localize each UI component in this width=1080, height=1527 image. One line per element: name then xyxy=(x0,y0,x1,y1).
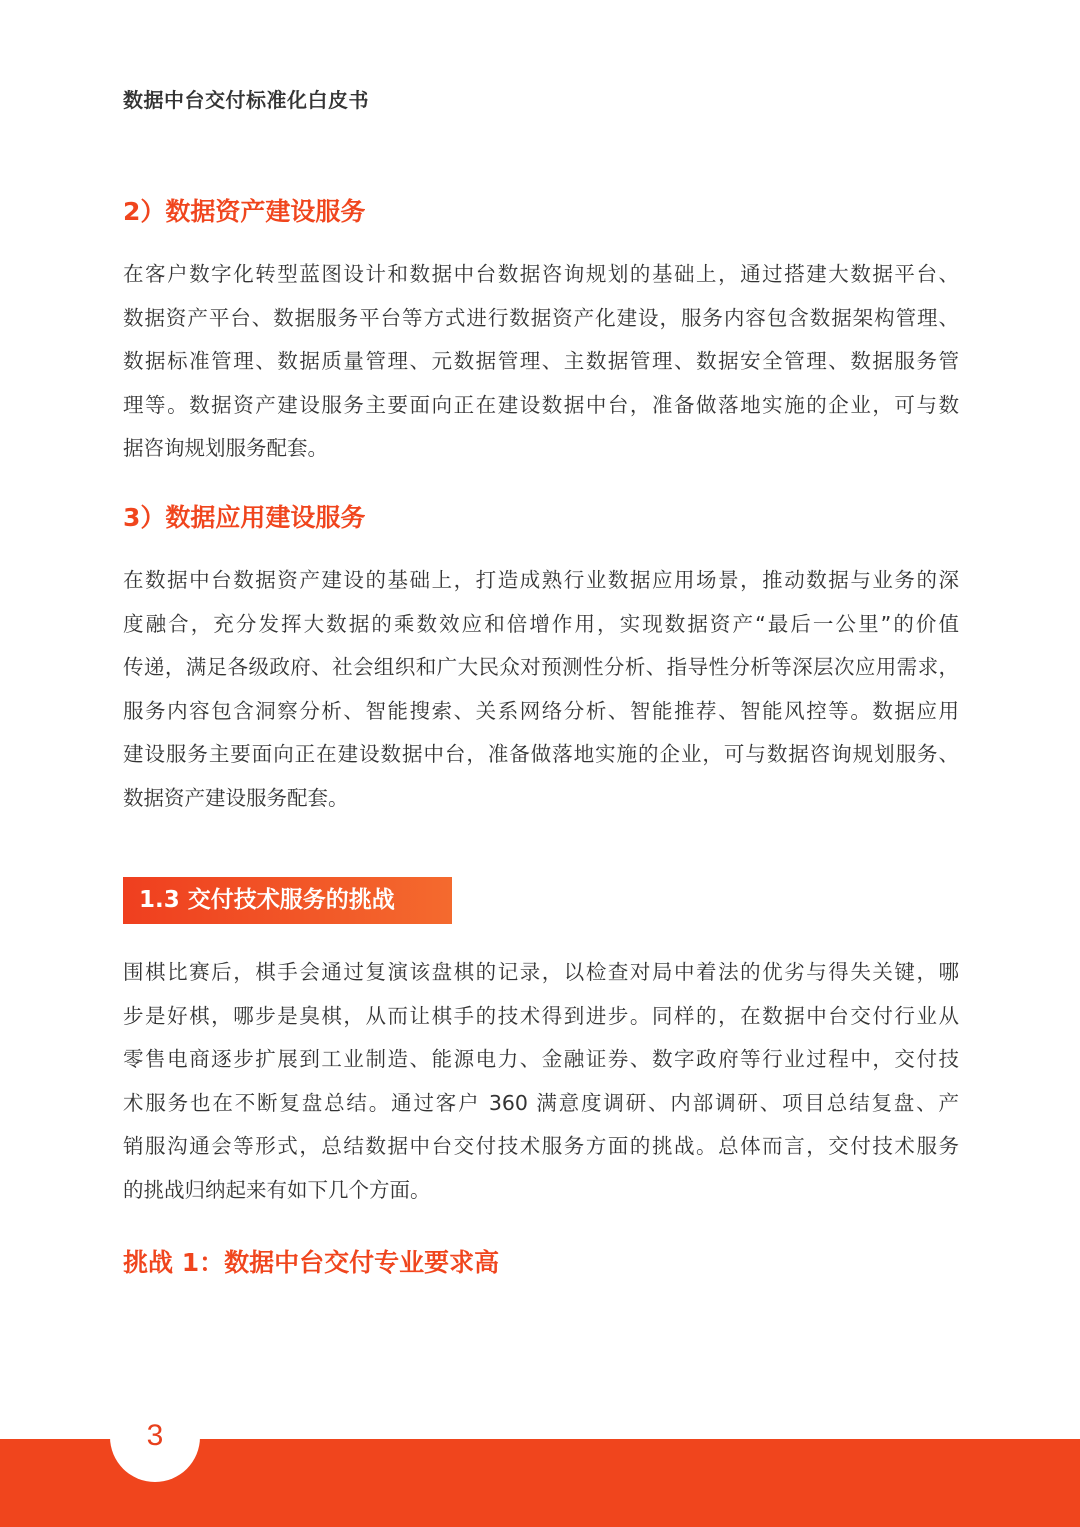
page-number: 3 xyxy=(146,1419,164,1452)
paragraph-application xyxy=(123,559,959,820)
paragraph-line: 在客户数字化转型蓝图设计和数据中台数据咨询规划的基础上，通过搭建大数据平台、 xyxy=(123,262,959,286)
paragraph-line: 据咨询规划服务配套。 xyxy=(123,436,328,460)
paragraph-line: 度融合，充分发挥大数据的乘数效应和倍增作用，实现数据资产“最后一公里”的价值 xyxy=(123,611,959,636)
paragraph-line: 步是好棋，哪步是臭棋，从而让棋手的技术得到进步。同样的，在数据中台交付行业从 xyxy=(123,1003,959,1028)
paragraph-line: 销服沟通会等形式，总结数据中台交付技术服务方面的挑战。总体而言，交付技术服务 xyxy=(123,1134,959,1158)
running-header: 数据中台交付标准化白皮书 xyxy=(123,88,369,112)
paragraph-line: 数据资产建设服务配套。 xyxy=(123,785,349,810)
section-heading-asset: 2）数据资产建设服务 xyxy=(123,197,366,226)
chapter-banner: 1.3 交付技术服务的挑战 xyxy=(123,877,452,924)
paragraph-asset xyxy=(123,253,959,471)
paragraph-line: 在数据中台数据资产建设的基础上，打造成熟行业数据应用场景，推动数据与业务的深 xyxy=(123,568,959,592)
paragraph-line: 数据标准管理、数据质量管理、元数据管理、主数据管理、数据安全管理、数据服务管 xyxy=(123,349,959,373)
paragraph-chapter-intro xyxy=(123,951,959,1212)
paragraph-line: 服务内容包含洞察分析、智能搜索、关系网络分析、智能推荐、智能风控等。数据应用 xyxy=(123,698,959,723)
paragraph-line: 建设服务主要面向正在建设数据中台，准备做落地实施的企业，可与数据咨询规划服务、 xyxy=(123,742,959,766)
challenge-heading: 挑战 1：数据中台交付专业要求高 xyxy=(123,1248,500,1277)
paragraph-line: 的挑战归纳起来有如下几个方面。 xyxy=(123,1177,431,1202)
paragraph-line: 传递，满足各级政府、社会组织和广大民众对预测性分析、指导性分析等深层次应用需求， xyxy=(123,655,959,679)
paragraph-line: 理等。数据资产建设服务主要面向正在建设数据中台，准备做落地实施的企业，可与数 xyxy=(123,392,959,417)
paragraph-line: 零售电商逐步扩展到工业制造、能源电力、金融证券、数字政府等行业过程中，交付技 xyxy=(123,1047,959,1071)
paragraph-line: 数据资产平台、数据服务平台等方式进行数据资产化建设，服务内容包含数据架构管理、 xyxy=(123,305,959,330)
section-heading-application: 3）数据应用建设服务 xyxy=(123,503,366,532)
paragraph-line: 术服务也在不断复盘总结。通过客户 360 满意度调研、内部调研、项目总结复盘、产 xyxy=(123,1090,959,1115)
paragraph-line: 围棋比赛后，棋手会通过复演该盘棋的记录，以检查对局中着法的优劣与得失关键，哪 xyxy=(123,960,959,984)
